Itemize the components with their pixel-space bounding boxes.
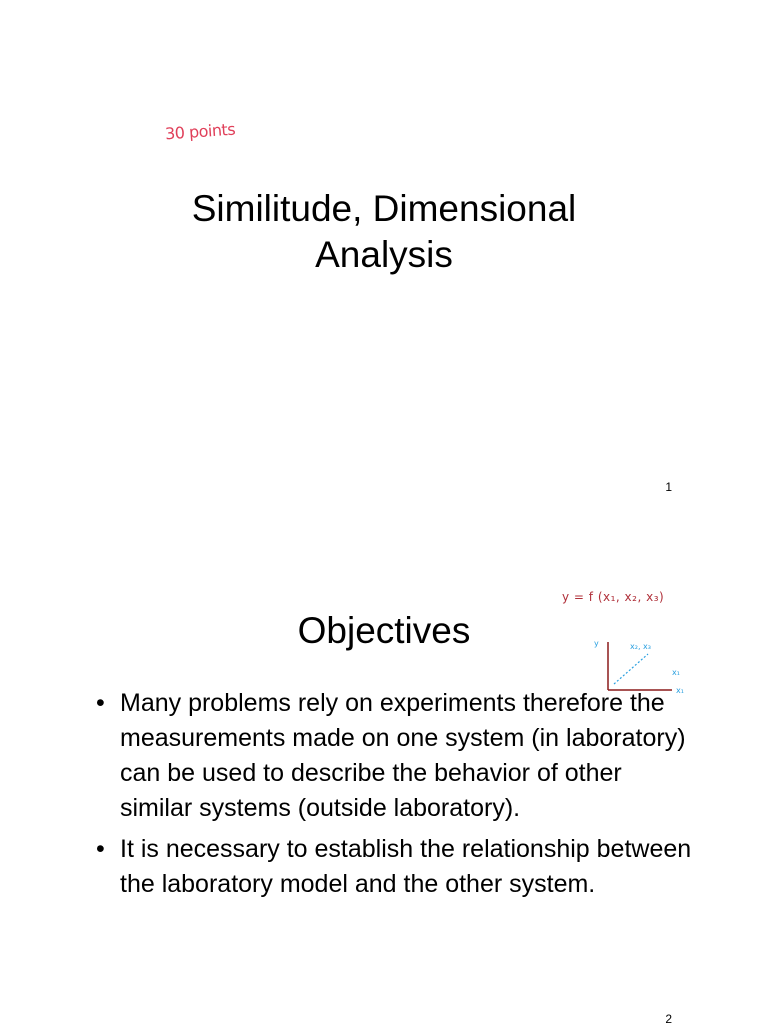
title-line-1: Similitude, Dimensional [191, 188, 577, 229]
sketch-x1-label: x₁ [672, 668, 680, 677]
page-number: 1 [665, 480, 672, 494]
page-number: 2 [665, 1012, 672, 1026]
title-line-2: Analysis [315, 234, 453, 275]
sketch-dashed-curve [614, 654, 648, 684]
slide-2 [0, 512, 768, 1024]
sketch-y-label: y [594, 639, 599, 648]
slide-title: Objectives [297, 610, 471, 651]
objectives-list [96, 686, 696, 908]
slide-title [0, 186, 768, 278]
handwritten-points-annotation: 30 points [164, 119, 236, 144]
list-item: • It is necessary to establish the relationship between the laboratory model and the other system. [96, 832, 696, 902]
sketch-x-axis-label: x₁ [676, 686, 684, 695]
handwritten-formula: y = f (x₁, x₂, x₃) [562, 590, 665, 604]
list-item: • Many problems rely on experiments therefore the measurements made on one system (in laboratory) can be used to describe the behavior of other similar systems (outside laboratory). [96, 686, 696, 826]
sketch-curve-label: x₂, x₃ [630, 642, 651, 651]
slide-1 [0, 0, 768, 512]
